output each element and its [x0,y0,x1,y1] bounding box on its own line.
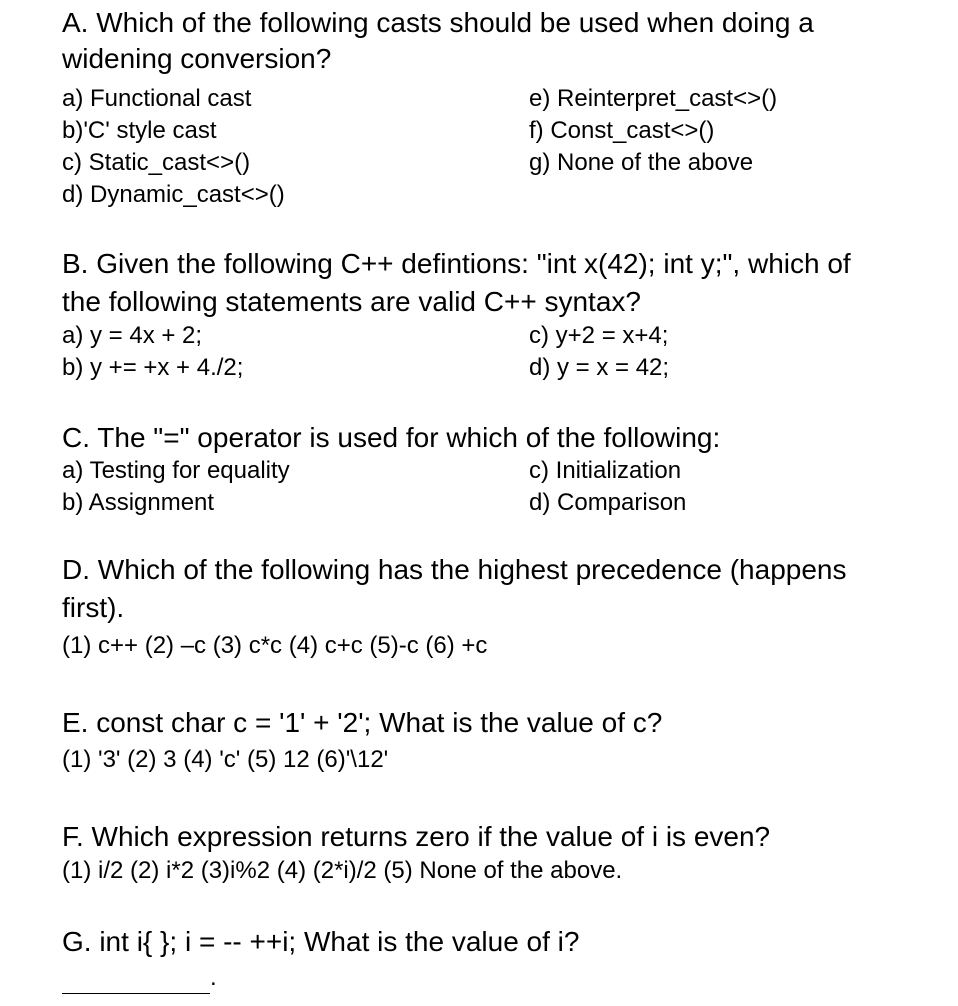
question-d [62,550,846,628]
option-b-d: d) y = x = 42; [529,354,670,381]
question-f-title: F. Which expression returns zero if the value of i is even? [62,821,771,852]
option-c-c: c) Initialization [529,457,682,484]
option-c-d: d) Comparison [529,489,687,516]
option-a-g: g) None of the above [529,149,754,176]
answer-suffix: . [210,964,217,991]
question-g-answer-line [62,962,217,994]
question-d-options: (1) c++ (2) –c (3) c*c (4) c+c (5)-c (6) +c [62,632,488,659]
option-c-b: b) Assignment [62,489,215,516]
option-b-a: a) y = 4x + 2; [62,322,203,349]
option-a-c: c) Static_cast<>() [62,149,251,176]
question-e-options: (1) '3' (2) 3 (4) 'c' (5) 12 (6)'\12' [62,746,389,773]
option-a-e: e) Reinterpret_cast<>() [529,85,778,112]
question-b-title-line1: B. Given the following C++ defintions: "int x(42); int y;", which of [62,248,851,279]
question-e-title: E. const char c = '1' + '2'; What is the value of c? [62,707,663,738]
question-c-title: C. The "=" operator is used for which of the following: [62,422,721,453]
question-d-title-line2: first). [62,592,125,623]
question-c-options-right [529,455,686,519]
answer-blank [62,969,210,994]
question-b-title-line2: the following statements are valid C++ syntax? [62,286,641,317]
option-c-a: a) Testing for equality [62,457,290,484]
option-a-f: f) Const_cast<>() [529,117,715,144]
option-b-c: c) y+2 = x+4; [529,322,669,349]
question-c-options-left [62,455,290,519]
question-b [62,244,851,322]
question-f-options: (1) i/2 (2) i*2 (3)i%2 (4) (2*i)/2 (5) None of the above. [62,857,623,884]
option-a-a: a) Functional cast [62,85,252,112]
option-a-d: d) Dynamic_cast<>() [62,181,285,208]
question-a-options-right [529,83,777,179]
option-a-b: b)'C' style cast [62,117,217,144]
option-b-b: b) y += +x + 4./2; [62,354,244,381]
question-a-options-left [62,83,285,211]
question-a-title-line2: widening conversion? [62,43,332,74]
question-b-options-left [62,320,243,384]
question-b-options-right [529,320,669,384]
question-a-title-line1: A. Which of the following casts should be used when doing a [62,7,814,38]
question-a [62,3,814,79]
question-g-title: G. int i{ }; i = -- ++i; What is the value of i? [62,926,580,957]
question-d-title-line1: D. Which of the following has the highest precedence (happens [62,554,847,585]
